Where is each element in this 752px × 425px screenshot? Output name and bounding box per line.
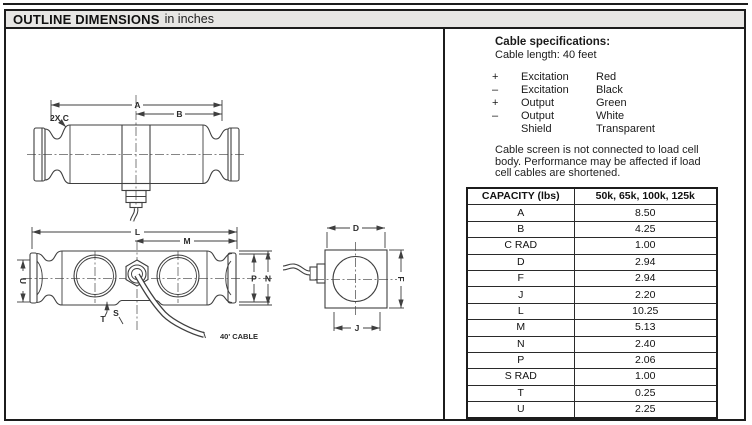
dim-label-cell: P (467, 352, 574, 368)
side-view-drawing (27, 95, 246, 221)
table-row (467, 303, 717, 319)
specs-pane (443, 29, 744, 419)
wire-sign (492, 123, 521, 136)
cable-length-callout: 40' CABLE (220, 332, 259, 341)
wire-sign: – (492, 110, 499, 122)
dim-label-cell: B (467, 221, 574, 237)
dim-value-cell: 10.25 (574, 303, 717, 319)
wire-list (492, 71, 736, 136)
table-row (467, 336, 717, 352)
wire-name: Output (521, 97, 555, 109)
dim-label-cell: C RAD (467, 238, 574, 254)
wire-row (492, 123, 736, 136)
wire-color: Transparent (596, 123, 655, 135)
cable-note: Cable screen is not connected to load cell body. Performance may be affected if load cell cables are shortened. (495, 144, 701, 179)
wire-name: Shield (521, 123, 552, 135)
dim-value-cell: 2.06 (574, 352, 717, 368)
wire-color: Red (596, 71, 617, 83)
dim-label-m: M (183, 236, 191, 246)
dimensions-table (466, 187, 718, 419)
dim-label-cell: L (467, 303, 574, 319)
dim-value-cell: 2.40 (574, 336, 717, 352)
dim-label-cell: T (467, 385, 574, 401)
dim-value-cell: 0.25 (574, 385, 717, 401)
dim-label-u: U (18, 277, 28, 285)
dim-label-l: L (134, 227, 141, 237)
plan-view-drawing (17, 227, 272, 341)
dim-label-a: A (134, 100, 141, 110)
dim-label-n: N (264, 273, 272, 284)
dim-label-s: S (113, 308, 119, 318)
dim-label-cell: J (467, 287, 574, 303)
page-subtitle: in inches (164, 12, 214, 26)
dim-value-cell: 2.94 (574, 270, 717, 286)
content-frame (4, 29, 746, 421)
dim-value-cell: 5.13 (574, 320, 717, 336)
table-row (467, 320, 717, 336)
wire-name: Excitation (521, 84, 569, 96)
wire-color: Black (596, 84, 623, 96)
technical-drawing (6, 29, 443, 417)
wire-color: Green (596, 97, 627, 109)
dim-label-2xc: 2X C (50, 113, 69, 123)
table-row (467, 238, 717, 254)
wire-row (492, 97, 736, 110)
wire-name: Output (521, 110, 555, 122)
wire-row (492, 110, 736, 123)
wire-sign: + (492, 71, 499, 83)
top-rule (3, 3, 748, 5)
wire-row (492, 71, 736, 84)
dim-label-p: P (251, 273, 257, 284)
dim-label-t: T (100, 314, 106, 324)
header-bar (4, 9, 746, 29)
table-row (467, 352, 717, 368)
dim-label-f: F (396, 276, 406, 282)
cable-length-text: Cable length: 40 feet (495, 49, 597, 61)
wire-row (492, 84, 736, 97)
capacity-values-header-cell: 50k, 65k, 100k, 125k (574, 188, 717, 205)
dim-label-cell: F (467, 270, 574, 286)
dim-label-cell: S RAD (467, 369, 574, 385)
wire-color: White (596, 110, 625, 122)
dim-label-d: D (352, 223, 360, 233)
table-row (467, 254, 717, 270)
dim-label-cell: U (467, 402, 574, 419)
table-header-row (467, 188, 717, 205)
page-title: OUTLINE DIMENSIONS (13, 11, 160, 27)
cable-specs-heading: Cable specifications: (495, 36, 611, 48)
end-view-drawing (283, 223, 406, 333)
wire-sign: + (492, 97, 499, 109)
table-row (467, 287, 717, 303)
dim-label-cell: A (467, 205, 574, 221)
dim-label-cell: N (467, 336, 574, 352)
dim-label-j: J (354, 323, 360, 333)
table-row (467, 270, 717, 286)
dim-value-cell: 1.00 (574, 369, 717, 385)
dim-label-cell: D (467, 254, 574, 270)
dimensions-table-body (467, 205, 717, 419)
dim-value-cell: 1.00 (574, 238, 717, 254)
capacity-header-cell: CAPACITY (lbs) (467, 188, 574, 205)
dim-value-cell: 2.94 (574, 254, 717, 270)
table-row (467, 221, 717, 237)
dim-value-cell: 8.50 (574, 205, 717, 221)
dim-value-cell: 4.25 (574, 221, 717, 237)
table-row (467, 369, 717, 385)
wire-sign: – (492, 84, 499, 96)
table-row (467, 205, 717, 221)
dim-label-cell: M (467, 320, 574, 336)
wire-name: Excitation (521, 71, 569, 83)
table-row (467, 402, 717, 419)
dim-value-cell: 2.25 (574, 402, 717, 419)
dim-label-b: B (176, 109, 183, 119)
drawings-pane (6, 29, 443, 419)
table-row (467, 385, 717, 401)
dim-value-cell: 2.20 (574, 287, 717, 303)
